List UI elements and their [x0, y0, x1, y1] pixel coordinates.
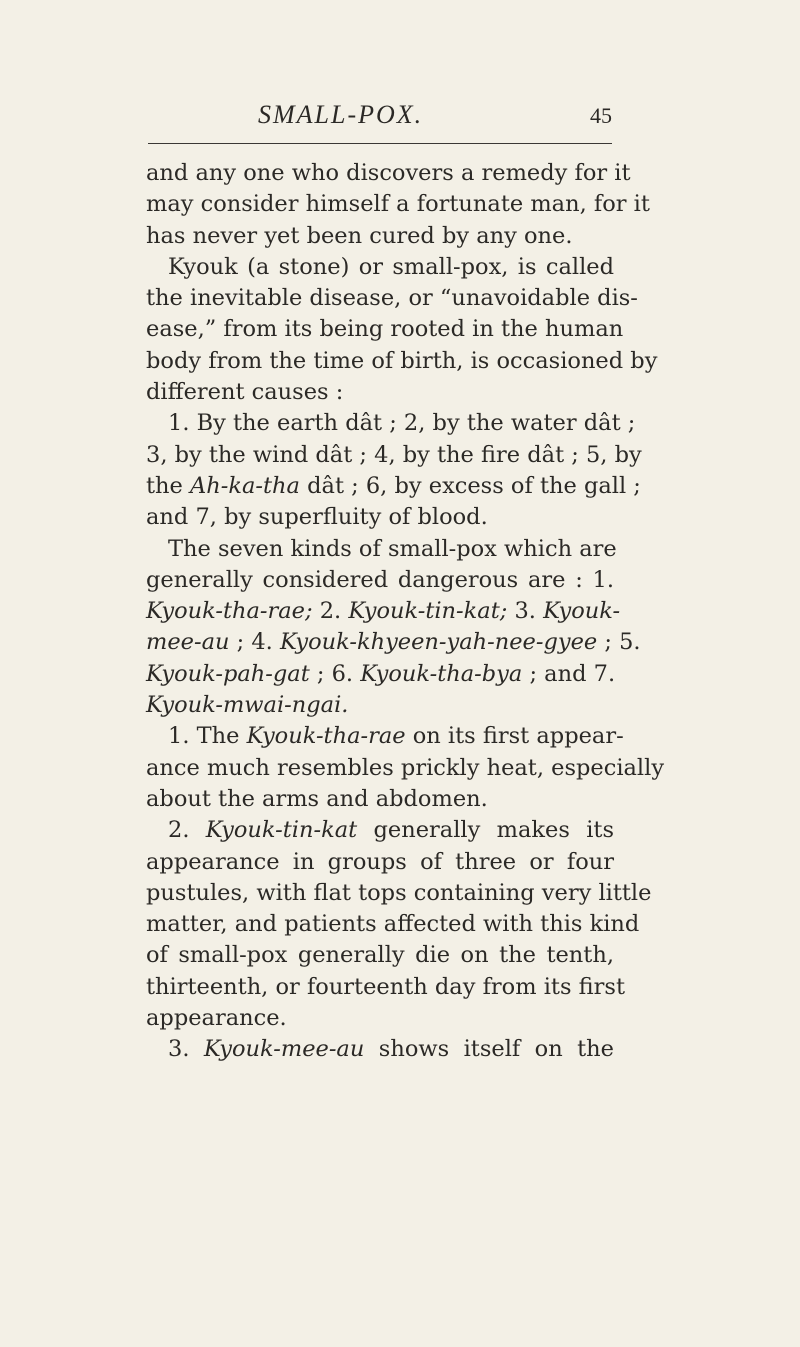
text-run: may consider himself a fortunate man, for it [146, 191, 650, 218]
text-line [146, 252, 614, 283]
text-run: about the arms and abdomen. [146, 785, 488, 812]
text-run: has never yet been cured by any one. [146, 222, 573, 249]
text-line [146, 659, 614, 690]
italic-term: Ah-ka-tha [190, 472, 300, 499]
text-line [146, 721, 624, 752]
text-run: shows itself on the [364, 1036, 614, 1063]
italic-term: Kyouk- [543, 598, 621, 625]
italic-term: Kyouk-pah-gat [146, 660, 310, 687]
text-run: ; 5. [597, 629, 641, 656]
italic-term: Kyouk-tin-kat [205, 817, 358, 844]
page-number: 45 [590, 103, 612, 128]
text-run: 3, by the wind dât ; 4, by the fire dât ; 5, by [146, 441, 642, 468]
text-line [146, 878, 652, 909]
text-run: ; 4. [229, 629, 280, 656]
text-line [146, 158, 631, 189]
text-run: pustules, with flat tops containing very little [146, 879, 652, 906]
text-run: body from the time of birth, is occasioned by [146, 347, 658, 374]
text-run: different causes : [146, 379, 344, 406]
text-run: 3. [168, 1036, 204, 1063]
italic-term: Kyouk-tha-rae [246, 723, 406, 750]
running-head: SMALL-POX. [258, 100, 424, 129]
text-line [146, 972, 625, 1003]
text-run: dât ; 6, by excess of the gall ; [299, 472, 641, 499]
text-run: the [146, 472, 191, 499]
text-run: Kyouk (a stone) or small-pox, is called [168, 253, 614, 280]
italic-term: Kyouk-khyeen-yah-nee-gyee [280, 629, 598, 656]
text-run: the inevitable disease, or “unavoidable dis- [146, 285, 638, 312]
text-line [146, 909, 640, 940]
text-run: The seven kinds of small-pox which are [168, 535, 617, 562]
text-line [146, 847, 614, 878]
text-run: 2. [312, 598, 349, 625]
text-run: ; 6. [309, 660, 361, 687]
text-line [146, 221, 614, 252]
text-line [146, 346, 658, 377]
text-line [146, 440, 642, 471]
text-line [146, 1034, 614, 1065]
text-line [146, 408, 636, 439]
text-run: generally considered dangerous are : 1. [146, 566, 614, 593]
header-rule [148, 143, 612, 144]
text-line [146, 784, 614, 815]
italic-term: Kyouk-tin-kat; [348, 598, 508, 625]
text-run: of small-pox generally die on the tenth, [146, 942, 614, 969]
italic-term: Kyouk-mee-au [203, 1036, 365, 1063]
text-line [146, 596, 621, 627]
italic-term: Kyouk-tha-rae; [146, 598, 313, 625]
text-line [146, 534, 617, 565]
text-run: 2. [168, 817, 206, 844]
text-run: 1. The [168, 723, 247, 750]
text-line [146, 189, 650, 220]
italic-term: mee-au [146, 629, 230, 656]
text-line [146, 690, 614, 721]
text-line [146, 502, 614, 533]
text-line [146, 314, 624, 345]
body-text [146, 158, 665, 1066]
text-run: appearance. [146, 1005, 287, 1032]
text-run: and any one who discovers a remedy for it [146, 160, 631, 186]
text-run: on its first appear- [405, 723, 624, 750]
text-line [146, 565, 614, 596]
text-line [146, 815, 614, 846]
text-line [146, 377, 614, 408]
text-line [146, 1003, 614, 1034]
text-run: appearance in groups of three or four [146, 848, 614, 875]
text-line [146, 627, 641, 658]
text-line [146, 283, 638, 314]
italic-term: Kyouk-mwai-ngai. [146, 692, 349, 719]
text-run: thirteenth, or fourteenth day from its first [146, 973, 625, 1000]
text-run: ease,” from its being rooted in the human [146, 316, 624, 343]
italic-term: Kyouk-tha-bya [360, 660, 523, 687]
text-line [146, 753, 665, 784]
text-line [146, 471, 641, 502]
text-run: 3. [507, 598, 544, 625]
text-run: ance much resembles prickly heat, especially [146, 754, 665, 781]
text-run: generally makes its [357, 817, 614, 844]
text-run: ; and 7. [522, 660, 616, 687]
page-header [148, 100, 612, 134]
text-line [146, 940, 614, 971]
text-run: 1. By the earth dât ; 2, by the water dât ; [168, 410, 636, 437]
text-run: and 7, by superfluity of blood. [146, 504, 488, 531]
text-run: matter, and patients affected with this kind [146, 911, 640, 938]
